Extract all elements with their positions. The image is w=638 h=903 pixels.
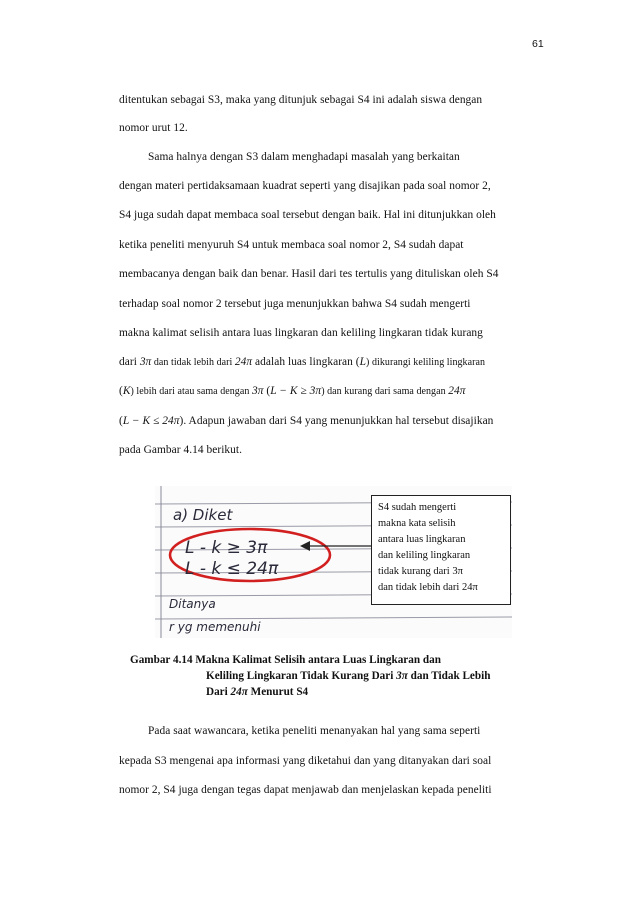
paragraph-line: S4 juga sudah dapat membaca soal tersebut dengan baik. Hal ini ditunjukkan oleh bbox=[119, 209, 496, 221]
paragraph-line: membacanya dengan baik dan benar. Hasil dari tes tertulis yang dituliskan oleh S4 bbox=[119, 268, 499, 280]
text: ( bbox=[119, 385, 123, 397]
math-expr: L − K ≥ 3π bbox=[270, 385, 322, 397]
paragraph-line bbox=[119, 385, 465, 397]
text: ) dan kurang dari sama dengan bbox=[321, 386, 449, 397]
paragraph-line: nomor 2, S4 juga dengan tegas dapat menjawab dan menjelaskan kepada peneliti bbox=[119, 784, 492, 796]
figure-caption-line bbox=[206, 670, 490, 682]
callout-line: S4 sudah mengerti bbox=[378, 502, 457, 513]
text: ) dikurangi keliling lingkaran bbox=[366, 357, 486, 368]
text: Dari bbox=[206, 686, 231, 698]
paragraph-line: ditentukan sebagai S3, maka yang ditunjuk sebagai S4 ini adalah siswa dengan bbox=[119, 94, 483, 106]
math-expr: L − K ≤ 24π bbox=[122, 415, 180, 427]
paragraph-line: terhadap soal nomor 2 tersebut juga menunjukkan bahwa S4 sudah mengerti bbox=[119, 298, 471, 310]
text: dari bbox=[119, 356, 140, 368]
math-expr: 3π bbox=[139, 356, 152, 368]
figure-caption-line: Gambar 4.14 Makna Kalimat Selisih antara Luas Lingkaran dan bbox=[130, 654, 441, 666]
math-expr: 24π bbox=[230, 686, 248, 698]
paragraph-line: kepada S3 mengenai apa informasi yang diketahui dan yang ditanyakan dari soal bbox=[119, 755, 492, 767]
callout-arrow-icon bbox=[300, 535, 375, 555]
text: Keliling Lingkaran Tidak Kurang Dari bbox=[206, 670, 397, 682]
text: ( bbox=[263, 385, 271, 397]
callout-line: dan tidak lebih dari 24π bbox=[378, 582, 478, 593]
callout-line: antara luas lingkaran bbox=[378, 534, 466, 545]
paragraph-line: nomor urut 12. bbox=[119, 122, 188, 134]
handwriting-memenuhi: r yg memenuhi bbox=[169, 620, 261, 634]
callout-box bbox=[371, 495, 511, 605]
handwriting-inequality-1: L - k ≥ 3π bbox=[185, 538, 268, 558]
figure-caption-line bbox=[206, 686, 308, 698]
text: ) lebih dari atau sama dengan bbox=[130, 386, 252, 397]
paragraph-line: Sama halnya dengan S3 dalam menghadapi masalah yang berkaitan bbox=[148, 151, 460, 163]
callout-line: dan keliling lingkaran bbox=[378, 550, 471, 561]
text: ( bbox=[119, 415, 123, 427]
page-number: 61 bbox=[532, 38, 544, 50]
math-expr: L bbox=[359, 356, 367, 368]
callout-line: makna kata selisih bbox=[378, 518, 456, 529]
paragraph-line: ketika peneliti menyuruh S4 untuk membaca soal nomor 2, S4 sudah dapat bbox=[119, 239, 464, 251]
paragraph-line bbox=[119, 356, 485, 368]
math-expr: 3π bbox=[396, 670, 408, 682]
text: adalah luas lingkaran ( bbox=[252, 356, 360, 368]
text: ). Adapun jawaban dari S4 yang menunjukkan hal tersebut disajikan bbox=[179, 415, 494, 427]
handwriting-heading: a) Diket bbox=[173, 506, 233, 524]
paragraph-line: dengan materi pertidaksamaan kuadrat seperti yang disajikan pada soal nomor 2, bbox=[119, 180, 491, 192]
text: dan Tidak Lebih bbox=[407, 670, 491, 682]
handwriting-ditanya: Ditanya bbox=[169, 597, 216, 611]
math-expr: 24π bbox=[448, 385, 466, 397]
math-expr: K bbox=[122, 385, 131, 397]
handwriting-inequality-2: L - k ≤ 24π bbox=[185, 559, 279, 579]
paragraph-line: makna kalimat selisih antara luas lingkaran dan keliling lingkaran tidak kurang bbox=[119, 327, 483, 339]
text: Menurut S4 bbox=[247, 686, 309, 698]
callout-line: tidak kurang dari 3π bbox=[378, 566, 463, 577]
paragraph-line: pada Gambar 4.14 berikut. bbox=[119, 444, 243, 456]
math-expr: 3π bbox=[251, 385, 264, 397]
paragraph-line: Pada saat wawancara, ketika peneliti menanyakan hal yang sama seperti bbox=[148, 725, 481, 737]
paragraph-line bbox=[119, 415, 493, 427]
text: dan tidak lebih dari bbox=[151, 357, 235, 368]
math-expr: 24π bbox=[234, 356, 253, 368]
